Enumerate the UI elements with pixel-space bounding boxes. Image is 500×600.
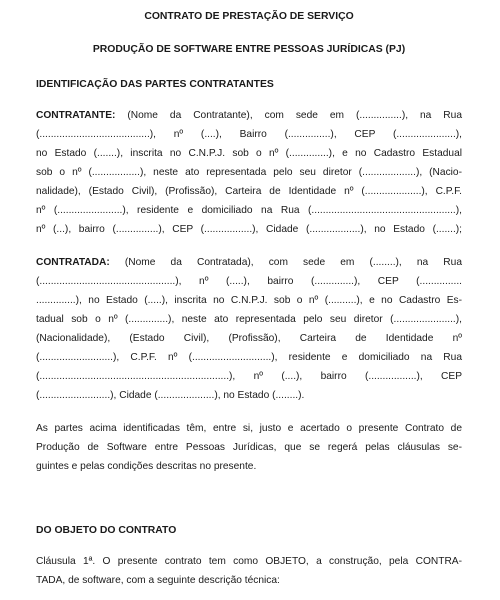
agreement-line-3: guintes e pelas condições descritas no presente.	[36, 461, 257, 472]
contratante-line-6: nº (.......................), residente e domiciliado na Rua (...................................................),	[36, 205, 462, 216]
document-title: CONTRATO DE PRESTAÇÃO DE SERVIÇO	[144, 11, 354, 22]
contratada-line-3: ..............), no Estado (.....), inscrita no C.N.P.J. sob o nº (..........), e no Cadastro Es-	[36, 295, 462, 306]
contratante-line-4: sob o nº (.................), neste ato representada pelo seu diretor (...................), (Nacio-	[36, 167, 462, 178]
contratada-label: CONTRATADA:	[36, 257, 110, 268]
contract-page	[36, 0, 462, 600]
contratante-line-7: nº (...), bairro (...............), CEP (.................), Cidade (..................), no Estado (.......);	[36, 224, 462, 235]
contratante-line-1: CONTRATANTE: (Nome da Contratante), com sede em (...............), na Rua	[36, 110, 462, 121]
clause1-line-1: Cláusula 1ª. O presente contrato tem como OBJETO, a construção, pela CONTRA-	[36, 556, 462, 567]
contratada-line-6: (..........................), C.P.F. nº (............................), residente e domiciliado na Rua	[36, 352, 462, 363]
contratada-line-4: tadual sob o nº (..............), neste ato representada pelo seu diretor (......................),	[36, 314, 462, 325]
section-heading-identification: IDENTIFICAÇÃO DAS PARTES CONTRATANTES	[36, 79, 274, 90]
agreement-line-1: As partes acima identificadas têm, entre si, justo e acertado o presente Contrato de	[36, 423, 462, 434]
contratante-line-2: (.......................................), nº (....), Bairro (...............), CEP (.....................),	[36, 129, 462, 140]
contratante-label: CONTRATANTE:	[36, 110, 116, 121]
contratante-line-3: no Estado (.......), inscrita no C.N.P.J. sob o nº (..............), e no Cadastro Estadual	[36, 148, 462, 159]
contratada-line-2: (................................................), nº (.....), bairro (..............), CEP (...............	[36, 276, 462, 287]
contratada-line-5: (Nacionalidade), (Estado Civil), (Profissão), Carteira de Identidade nº	[36, 333, 462, 344]
clause1-line-2: TADA, de software, com a seguinte descrição técnica:	[36, 575, 280, 586]
section-heading-object: DO OBJETO DO CONTRATO	[36, 525, 177, 536]
contratada-line-7: (...................................................................), nº (....), bairro (.................), CEP	[36, 371, 462, 382]
contratada-line-1: CONTRATADA: (Nome da Contratada), com sede em (........), na Rua	[36, 257, 462, 268]
contratada-line-8: (.........................), Cidade (....................), no Estado (........).	[36, 390, 305, 401]
contratante-line-5: nalidade), (Estado Civil), (Profissão), Carteira de Identidade nº (....................), C.P.F.	[36, 186, 462, 197]
document-subtitle: PRODUÇÃO DE SOFTWARE ENTRE PESSOAS JURÍDICAS (PJ)	[92, 44, 406, 55]
agreement-line-2: Produção de Software entre Pessoas Jurídicas, que se regerá pelas cláusulas se-	[36, 442, 462, 453]
